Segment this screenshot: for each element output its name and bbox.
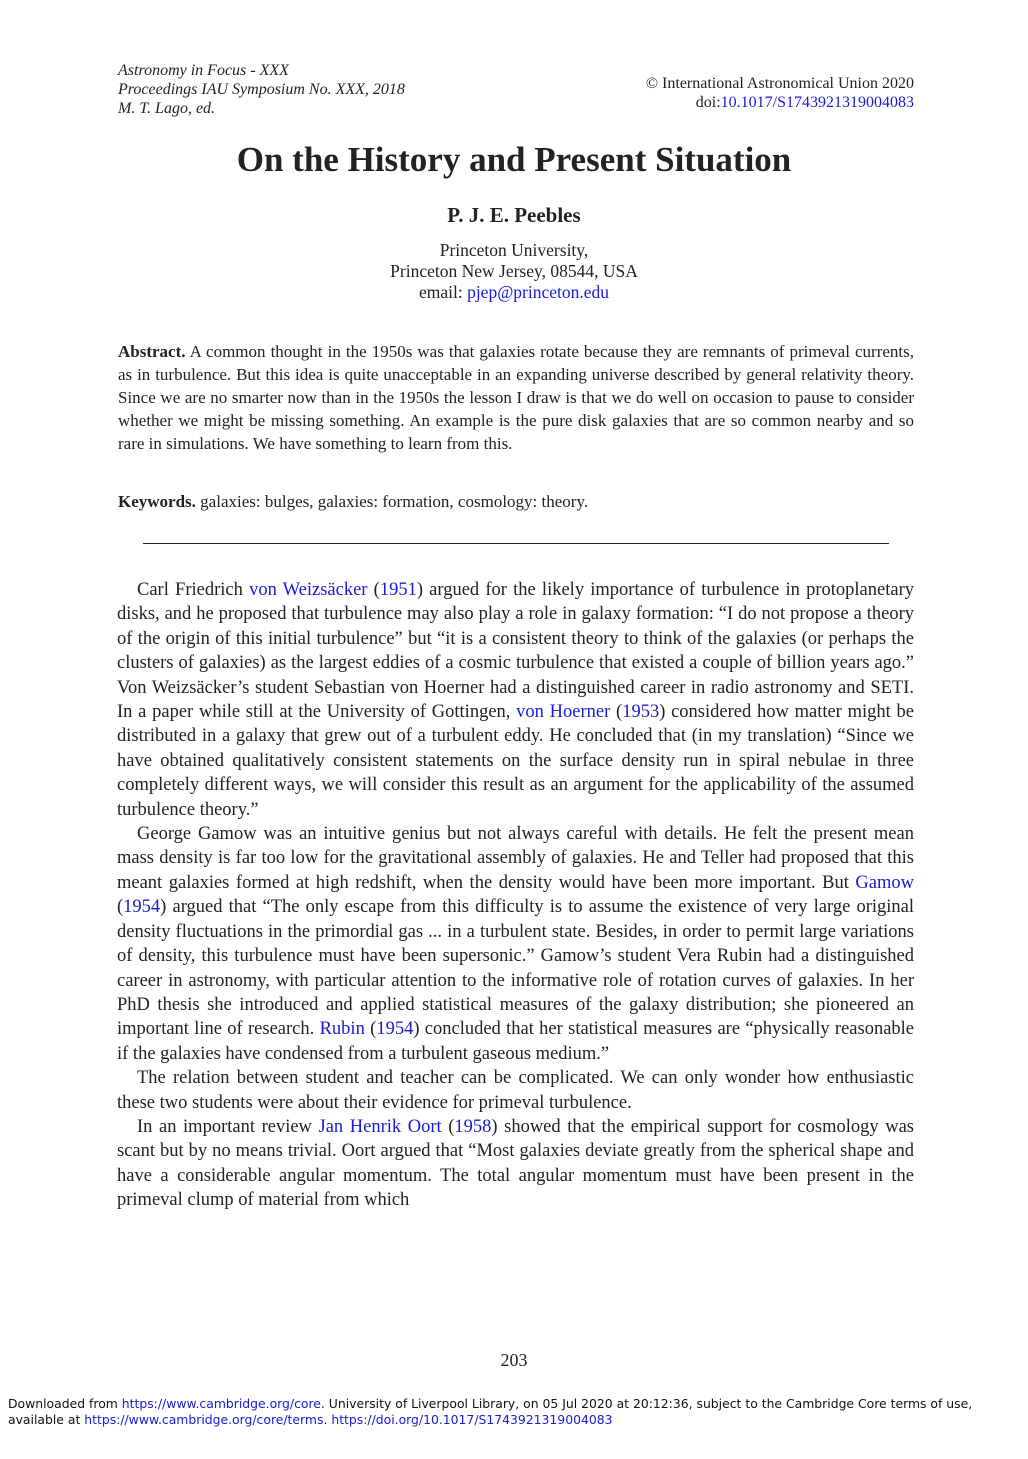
citation-year-link[interactable]: 1958 <box>454 1116 492 1137</box>
citation-link-hoerner[interactable]: von Hoerner <box>516 702 611 723</box>
text-run: ( <box>441 1116 455 1137</box>
doi-line <box>646 93 914 112</box>
proceedings-line: Proceedings IAU Symposium No. XXX, 2018 <box>118 81 405 98</box>
copyright-line: © International Astronomical Union 2020 <box>645 75 914 92</box>
citation-link-oort[interactable]: Jan Henrik Oort <box>318 1116 442 1137</box>
citation-link-weizsacker[interactable]: von Weizsäcker <box>249 580 368 600</box>
affiliation-block <box>0 240 1028 303</box>
email-line <box>0 282 1028 303</box>
text-run: ( <box>117 897 124 918</box>
text-run: ) argued for the likely importance of turbulence in protoplanetary disks, and he proposed that turbulence may also play a role in galaxy formation: “I do not propose a theory of the origin of this initial turbulence” but “it is a consistent theory to think of the galaxies (or perhaps the clusters of galaxies) as the largest eddies of a cosmic turbulence that existed a couple of billion years ago.” Von Weizsäcker’s student Sebastian von Hoerner had a distinguished career in radio astronomy and SETI. In a paper while still at the University of Gottingen, <box>117 580 914 723</box>
citation-year-link[interactable]: 1951 <box>379 580 417 600</box>
citation-link-rubin[interactable]: Rubin <box>319 1019 365 1040</box>
citation-year-link[interactable]: 1953 <box>622 702 660 723</box>
abstract-text: A common thought in the 1950s was that galaxies rotate because they are remnants of primeval currents, as in turbulence. But this idea is quite unacceptable in an expanding universe described by general relativity theory. Since we are no smarter now than in the 1950s the lesson I draw is that we do well on occasion to pause to consider whether we might be missing something. An example is the pure disk galaxies that are so common nearby and so rare in simulations. We have something to learn from this. <box>118 342 914 453</box>
text-run: ) considered how matter might be distributed in a galaxy that grew out of a turbulent eddy. He concluded that (in my translation) “Since we have obtained qualitatively consistent statements on the surface density run in spiral nebulae in three completely different ways, we will consider this result as an argument for the applicability of the assumed turbulence theory.” <box>117 702 914 820</box>
citation-year-link[interactable]: 1954 <box>376 1019 414 1040</box>
email-label: email: <box>418 282 468 302</box>
keywords <box>118 490 914 513</box>
email-link[interactable]: pjep@princeton.edu <box>467 282 610 302</box>
citation-link-gamow[interactable]: Gamow <box>855 872 914 893</box>
text-run: . <box>323 1412 332 1427</box>
text-run: ) showed that the empirical support for cosmology was scant but by no means trivial. Oort argued that “Most galaxies deviate greatly from the spherical shape and have a considerable angular momentum. The total angular momentum must have been present in the primeval clump of material from which <box>117 1116 914 1211</box>
terms-link[interactable]: https://www.cambridge.org/core/terms <box>84 1412 324 1427</box>
doi-link[interactable]: 10.1017/S1743921319004083 <box>720 94 914 111</box>
download-footer <box>8 1396 1020 1428</box>
running-header-right <box>646 74 914 112</box>
text-run: ( <box>364 1019 377 1040</box>
journal-name: Astronomy in Focus - XXX <box>118 62 289 79</box>
running-header-left <box>118 61 405 118</box>
page-number: 203 <box>500 1350 528 1370</box>
text-run: Carl Friedrich <box>137 580 250 600</box>
text-run: Downloaded from <box>8 1396 122 1411</box>
abstract-label: Abstract. <box>118 342 186 361</box>
text-run: George Gamow was an intuitive genius but not always careful with details. He felt the present mean mass density is far too low for the gravitational assembly of galaxies. He and Teller had proposed that this meant galaxies formed at high redshift, when the density would have been more important. But <box>117 824 914 893</box>
text-run: In an important review <box>137 1116 319 1137</box>
doi-prefix: doi: <box>695 94 721 111</box>
text-run: . University of Liverpool Library, on 05 Jul 2020 at 20:12:36, subject to the Cambridge Core terms of use, available at <box>8 1396 973 1427</box>
affiliation-line-1: Princeton University, <box>439 240 589 260</box>
paragraph-1 <box>117 578 914 822</box>
paper-title: On the History and Present Situation <box>236 140 792 179</box>
paragraph-3: The relation between student and teacher can be complicated. We can only wonder how enthusiastic these two students were about their evidence for primeval turbulence. <box>117 1068 914 1113</box>
doi-footer-link[interactable]: https://doi.org/10.1017/S1743921319004083 <box>331 1412 613 1427</box>
affiliation-line-2: Princeton New Jersey, 08544, USA <box>390 261 638 281</box>
section-divider <box>143 543 889 544</box>
text-run: ) argued that “The only escape from this difficulty is to assume the existence of very large original density fluctuations in the primordial gas ... in a turbulent state. Besides, in order to permit large variations of density, this turbulence must have been supersonic.” Gamow’s student Vera Rubin had a distinguished career in astronomy, with particular attention to the informative role of rotation curves of galaxies. In her PhD thesis she introduced and applied statistical measures of the galaxy distribution; she pioneered an important line of research. <box>117 897 914 1040</box>
text-run: ( <box>367 580 380 600</box>
text-run: ( <box>610 702 623 723</box>
author-name: P. J. E. Peebles <box>447 203 581 227</box>
paragraph-2 <box>117 822 914 1066</box>
citation-year-link[interactable]: 1954 <box>123 897 161 918</box>
paragraph-4 <box>117 1115 914 1213</box>
body-text <box>117 578 914 1213</box>
editor-line: M. T. Lago, ed. <box>118 100 216 117</box>
keywords-label: Keywords. <box>118 492 196 511</box>
text-run: ) concluded that her statistical measures are “physically reasonable if the galaxies have condensed from a turbulent gaseous medium.” <box>117 1019 915 1064</box>
keywords-text: galaxies: bulges, galaxies: formation, cosmology: theory. <box>200 492 589 511</box>
abstract <box>118 340 914 455</box>
cambridge-core-link[interactable]: https://www.cambridge.org/core <box>121 1396 321 1411</box>
